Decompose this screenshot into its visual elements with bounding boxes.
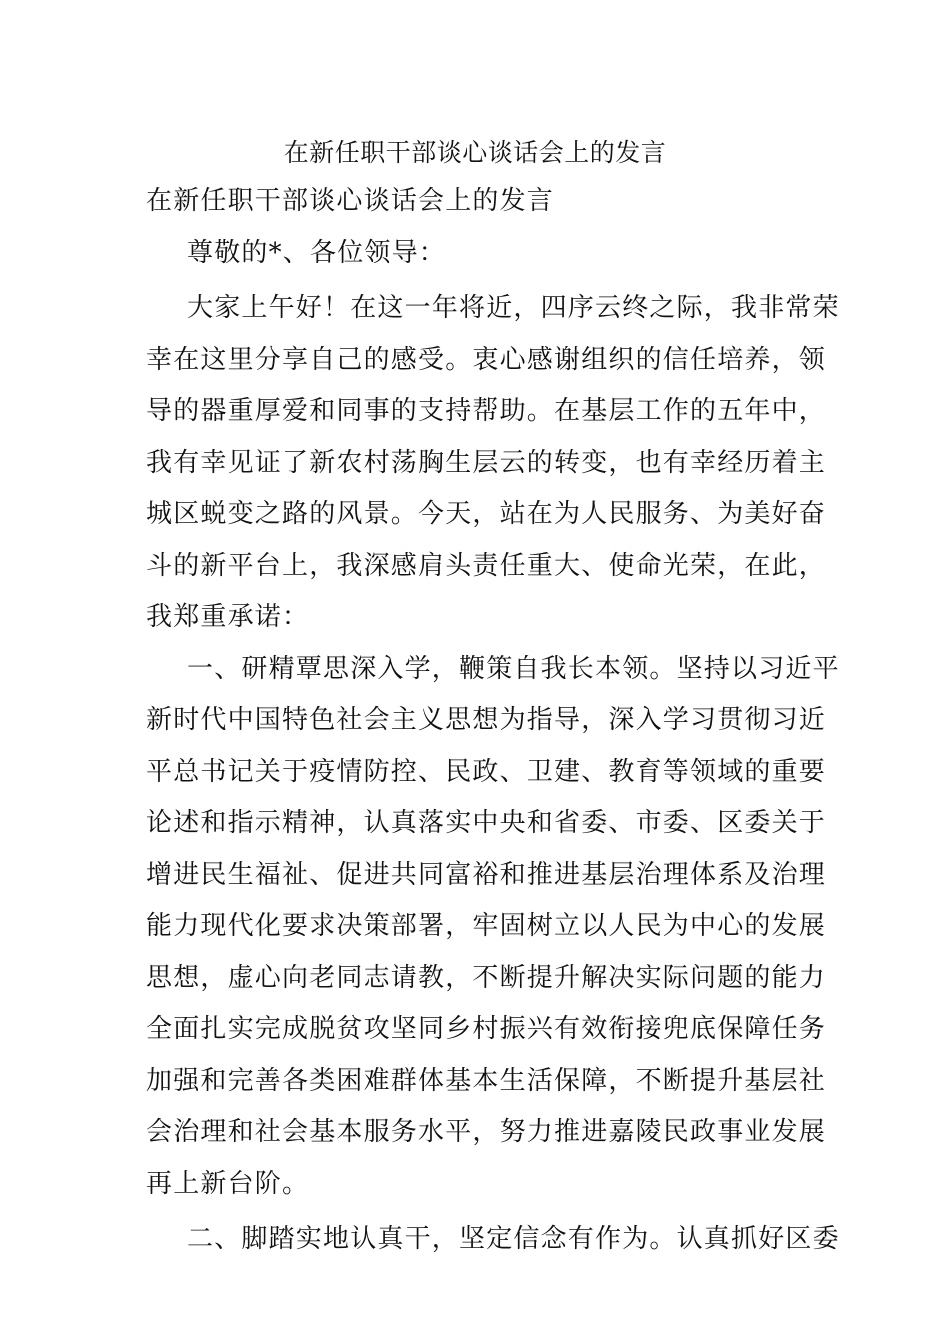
paragraph-line: 全面扎实完成脱贫攻坚同乡村振兴有效衔接兜底保障任务 (146, 1014, 827, 1044)
paragraph-line: 平总书记关于疫情防控、民政、卫建、教育等领域的重要 (146, 756, 827, 787)
paragraph-line: 加强和完善各类困难群体基本生活保障，不断提升基层社 (146, 1065, 827, 1096)
paragraph-line: 能力现代化要求决策部署，牢固树立以人民为中心的发展 (146, 911, 827, 941)
paragraph-line: 城区蜕变之路的风景。今天，站在为人民服务、为美好奋 (146, 499, 827, 529)
paragraph-line: 思想，虚心向老同志请教，不断提升解决实际问题的能力 (146, 962, 827, 993)
paragraph-line: 导的器重厚爱和同事的支持帮助。在基层工作的五年中， (146, 396, 827, 426)
paragraph-line: 再上新台阶。 (146, 1168, 310, 1199)
document-title: 在新任职干部谈心谈话会上的发言 (283, 138, 667, 167)
paragraph-line: 我有幸见证了新农村荡胸生层云的转变，也有幸经历着主 (146, 447, 827, 478)
document-body (146, 176, 840, 1266)
paragraph-line: 幸在这里分享自己的感受。衷心感谢组织的信任培养，领 (146, 344, 827, 375)
paragraph-line: 大家上午好！在这一年将近，四序云终之际，我非常荣 (187, 293, 840, 323)
subtitle-line: 在新任职干部谈心谈话会上的发言 (146, 186, 555, 216)
paragraph-line: 我郑重承诺： (146, 602, 310, 632)
paragraph-line: 一、研精覃思深入学，鞭策自我长本领。坚持以习近平 (187, 653, 840, 684)
paragraph-line: 二、脚踏实地认真干，坚定信念有作为。认真抓好区委 (187, 1224, 840, 1254)
paragraph-line: 会治理和社会基本服务水平，努力推进嘉陵民政事业发展 (146, 1117, 827, 1147)
paragraph-line: 斗的新平台上，我深感肩头责任重大、使命光荣，在此， (146, 550, 827, 581)
paragraph-line: 新时代中国特色社会主义思想为指导，深入学习贯彻习近 (146, 705, 827, 735)
paragraph-line: 增进民生福祉、促进共同富裕和推进基层治理体系及治理 (146, 859, 827, 890)
salutation-line: 尊敬的*、各位领导： (187, 237, 447, 268)
paragraph-line: 论述和指示精神，认真落实中央和省委、市委、区委关于 (146, 808, 827, 838)
